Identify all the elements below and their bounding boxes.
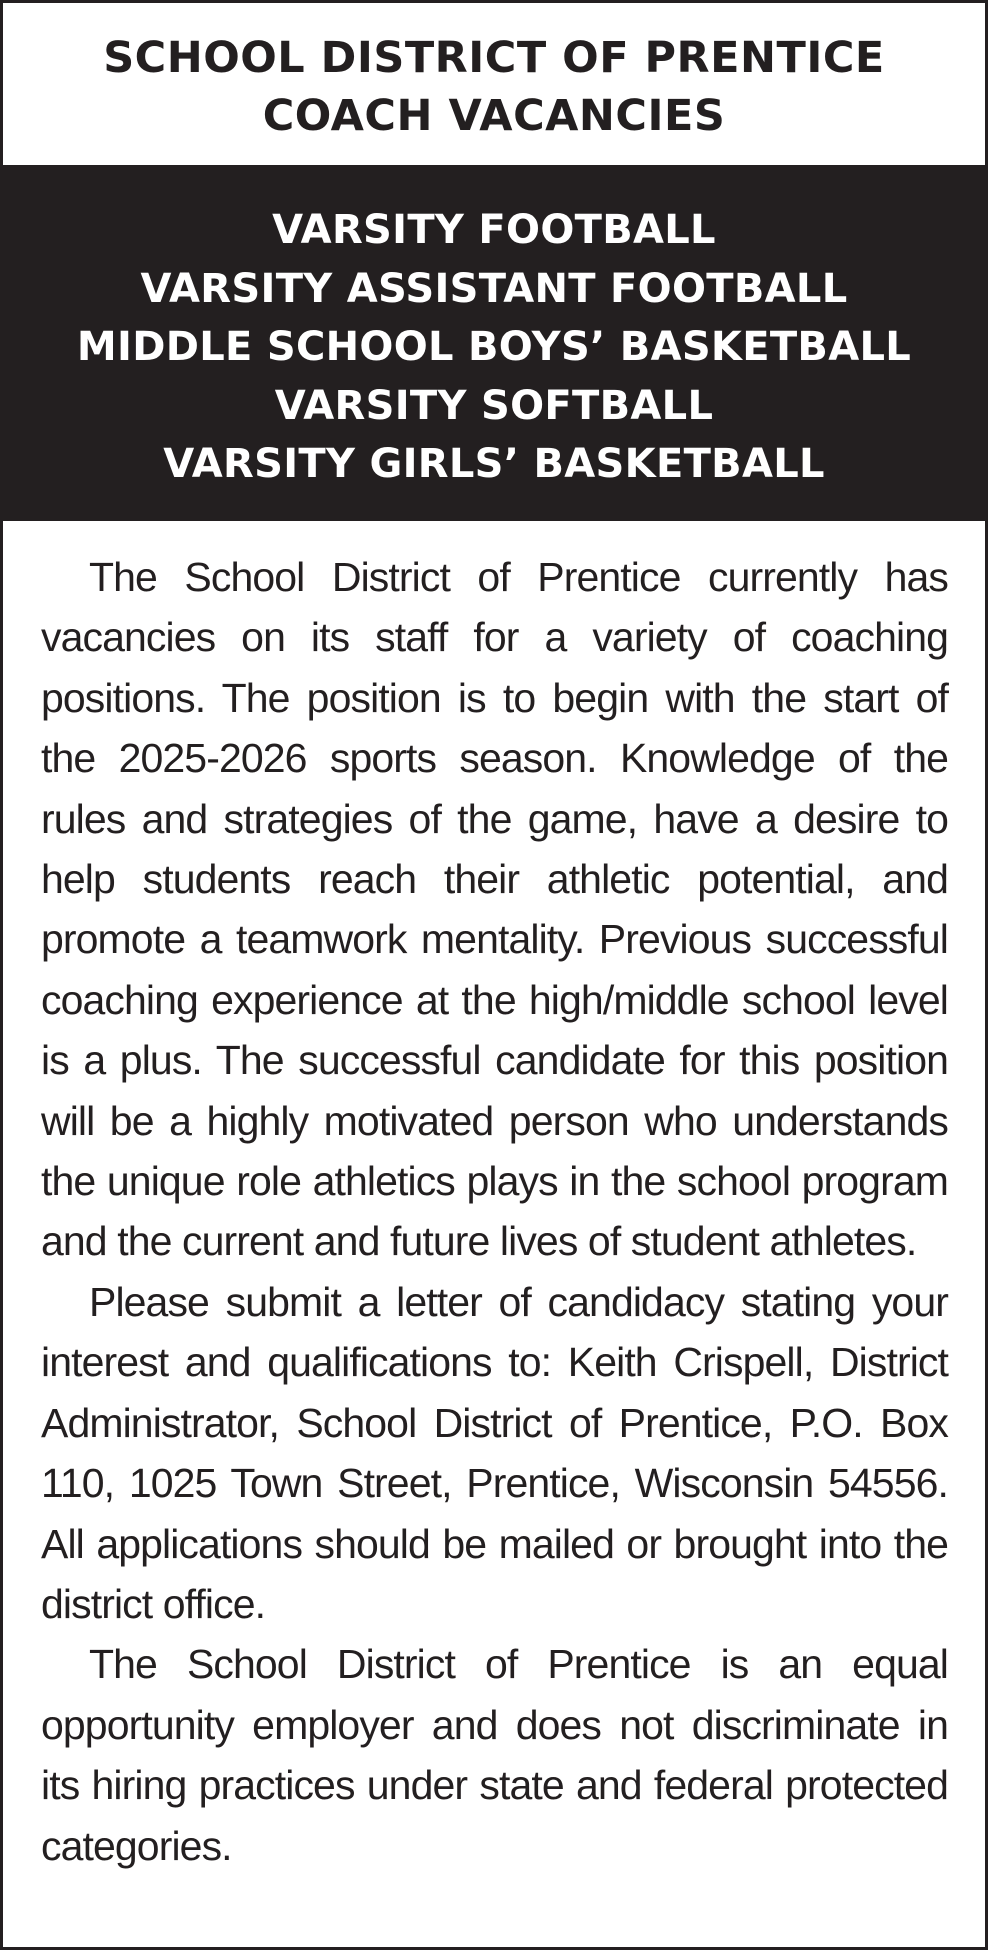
description-paragraph: The School District of Prentice currently has vacancies on its staff for a variety of coaching positions. The position is to begin with the start of the 2025-2026 sports season. Knowledge of the rules and strategies of the game, have a desire to help students reach their athletic potential, and promote a teamwork mentality. Previous successful coaching experience at the high/middle school level is a plus. The successful candidate for this position will be a highly motivated person who understands the unique role athletics plays in the school program and the current and future lives of student athletes. [41,554,948,1265]
ad-subtitle: COACH VACANCIES [262,91,726,141]
position-item: VARSITY GIRLS’ BASKETBALL [163,441,825,487]
ad-header [3,3,985,165]
ad-title: SCHOOL DISTRICT OF PRENTICE [103,33,885,83]
positions-list [3,165,985,521]
ad-body [3,521,985,1876]
position-item: VARSITY ASSISTANT FOOTBALL [140,265,848,312]
position-item: VARSITY SOFTBALL [274,382,714,429]
position-item: MIDDLE SCHOOL BOYS’ BASKETBALL [76,324,912,370]
position-item: VARSITY FOOTBALL [272,207,716,253]
equal-opportunity-paragraph: The School District of Prentice is an equal opportunity employer and does not discriminate in its hiring practices under state and federal protected categories. [41,1641,948,1869]
application-instructions-paragraph: Please submit a letter of candidacy stating your interest and qualifications to: Keith Crispell, District Administrator, School District of Prentice, P.O. Box 110, 1025 Town Street, Prentice, Wisconsin 54556. All applications should be mailed or brought into the district office. [41,1278,948,1627]
